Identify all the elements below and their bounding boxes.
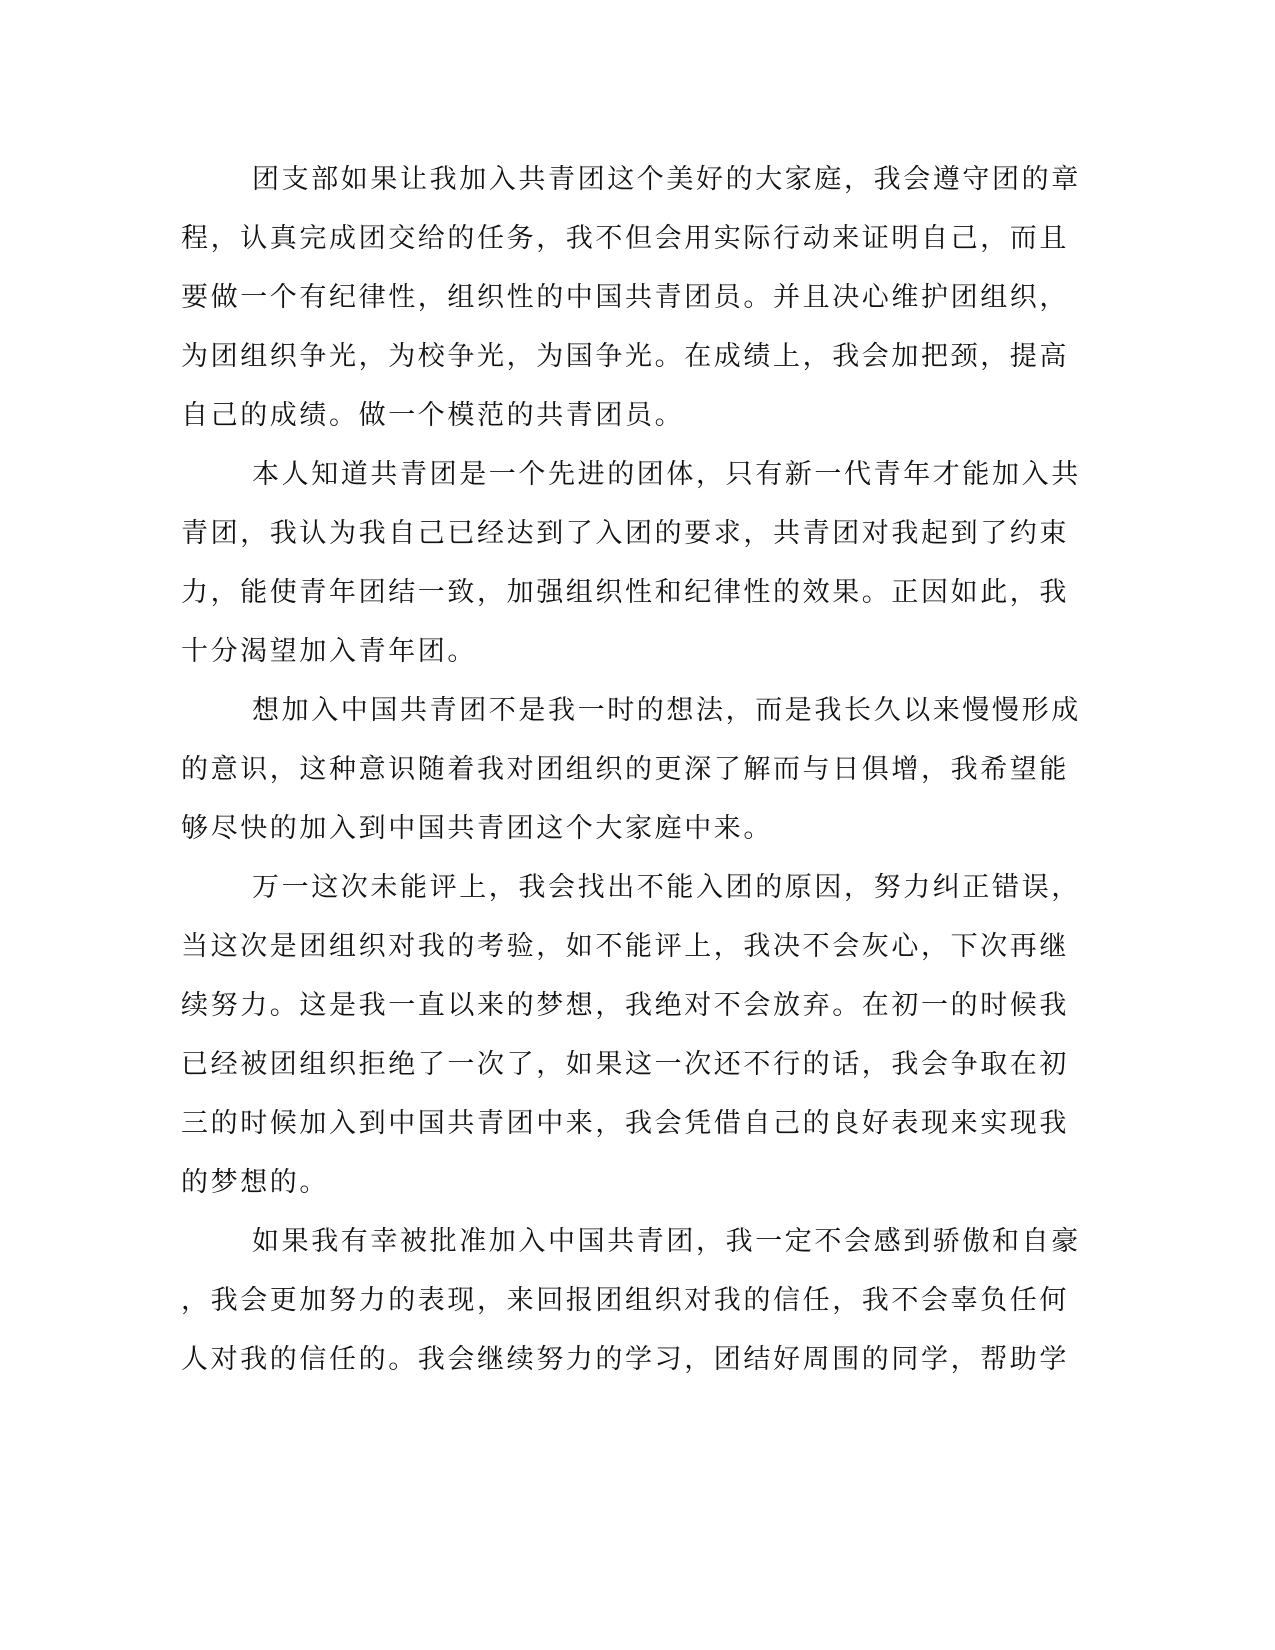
paragraph-5-line-2: ，我会更加努力的表现，来回报团组织对我的信任，我不会辜负任何 — [181, 1285, 1069, 1316]
paragraph-3-line-1: 想加入中国共青团不是我一时的想法，而是我长久以来慢慢形成 — [252, 695, 1081, 726]
paragraph-4-line-2: 当这次是团组织对我的考验，如不能评上，我决不会灰心，下次再继 — [181, 931, 1069, 962]
paragraph-3-line-3: 够尽快的加入到中国共青团这个大家庭中来。 — [181, 813, 773, 844]
paragraph-3-line-2: 的意识，这种意识随着我对团组织的更深了解而与日俱增，我希望能 — [181, 754, 1069, 785]
paragraph-5-line-3: 人对我的信任的。我会继续努力的学习，团结好周围的同学，帮助学 — [181, 1344, 1069, 1375]
paragraph-1-line-5: 自己的成绩。做一个模范的共青团员。 — [181, 400, 685, 431]
paragraph-4-line-1: 万一这次未能评上，我会找出不能入团的原因，努力纠正错误， — [252, 872, 1081, 903]
paragraph-2-line-4: 十分渴望加入青年团。 — [181, 636, 477, 667]
paragraph-1-line-3: 要做一个有纪律性，组织性的中国共青团员。并且决心维护团组织， — [181, 282, 1069, 313]
paragraph-5-line-1: 如果我有幸被批准加入中国共青团，我一定不会感到骄傲和自豪 — [252, 1226, 1081, 1257]
paragraph-4-line-3: 续努力。这是我一直以来的梦想，我绝对不会放弃。在初一的时候我 — [181, 990, 1069, 1021]
paragraph-1-line-2: 程，认真完成团交给的任务，我不但会用实际行动来证明自己，而且 — [181, 223, 1069, 254]
paragraph-2-line-1: 本人知道共青团是一个先进的团体，只有新一代青年才能加入共 — [252, 459, 1081, 490]
paragraph-4-line-4: 已经被团组织拒绝了一次了，如果这一次还不行的话，我会争取在初 — [181, 1049, 1069, 1080]
paragraph-1-line-4: 为团组织争光，为校争光，为国争光。在成绩上，我会加把颈，提高 — [181, 341, 1069, 372]
paragraph-2-line-2: 青团，我认为我自己已经达到了入团的要求，共青团对我起到了约束 — [181, 518, 1069, 549]
paragraph-4-line-6: 的梦想的。 — [181, 1167, 329, 1198]
paragraph-4-line-5: 三的时候加入到中国共青团中来，我会凭借自己的良好表现来实现我 — [181, 1108, 1069, 1139]
paragraph-2-line-3: 力，能使青年团结一致，加强组织性和纪律性的效果。正因如此，我 — [181, 577, 1069, 608]
paragraph-1-line-1: 团支部如果让我加入共青团这个美好的大家庭，我会遵守团的章 — [252, 164, 1081, 195]
